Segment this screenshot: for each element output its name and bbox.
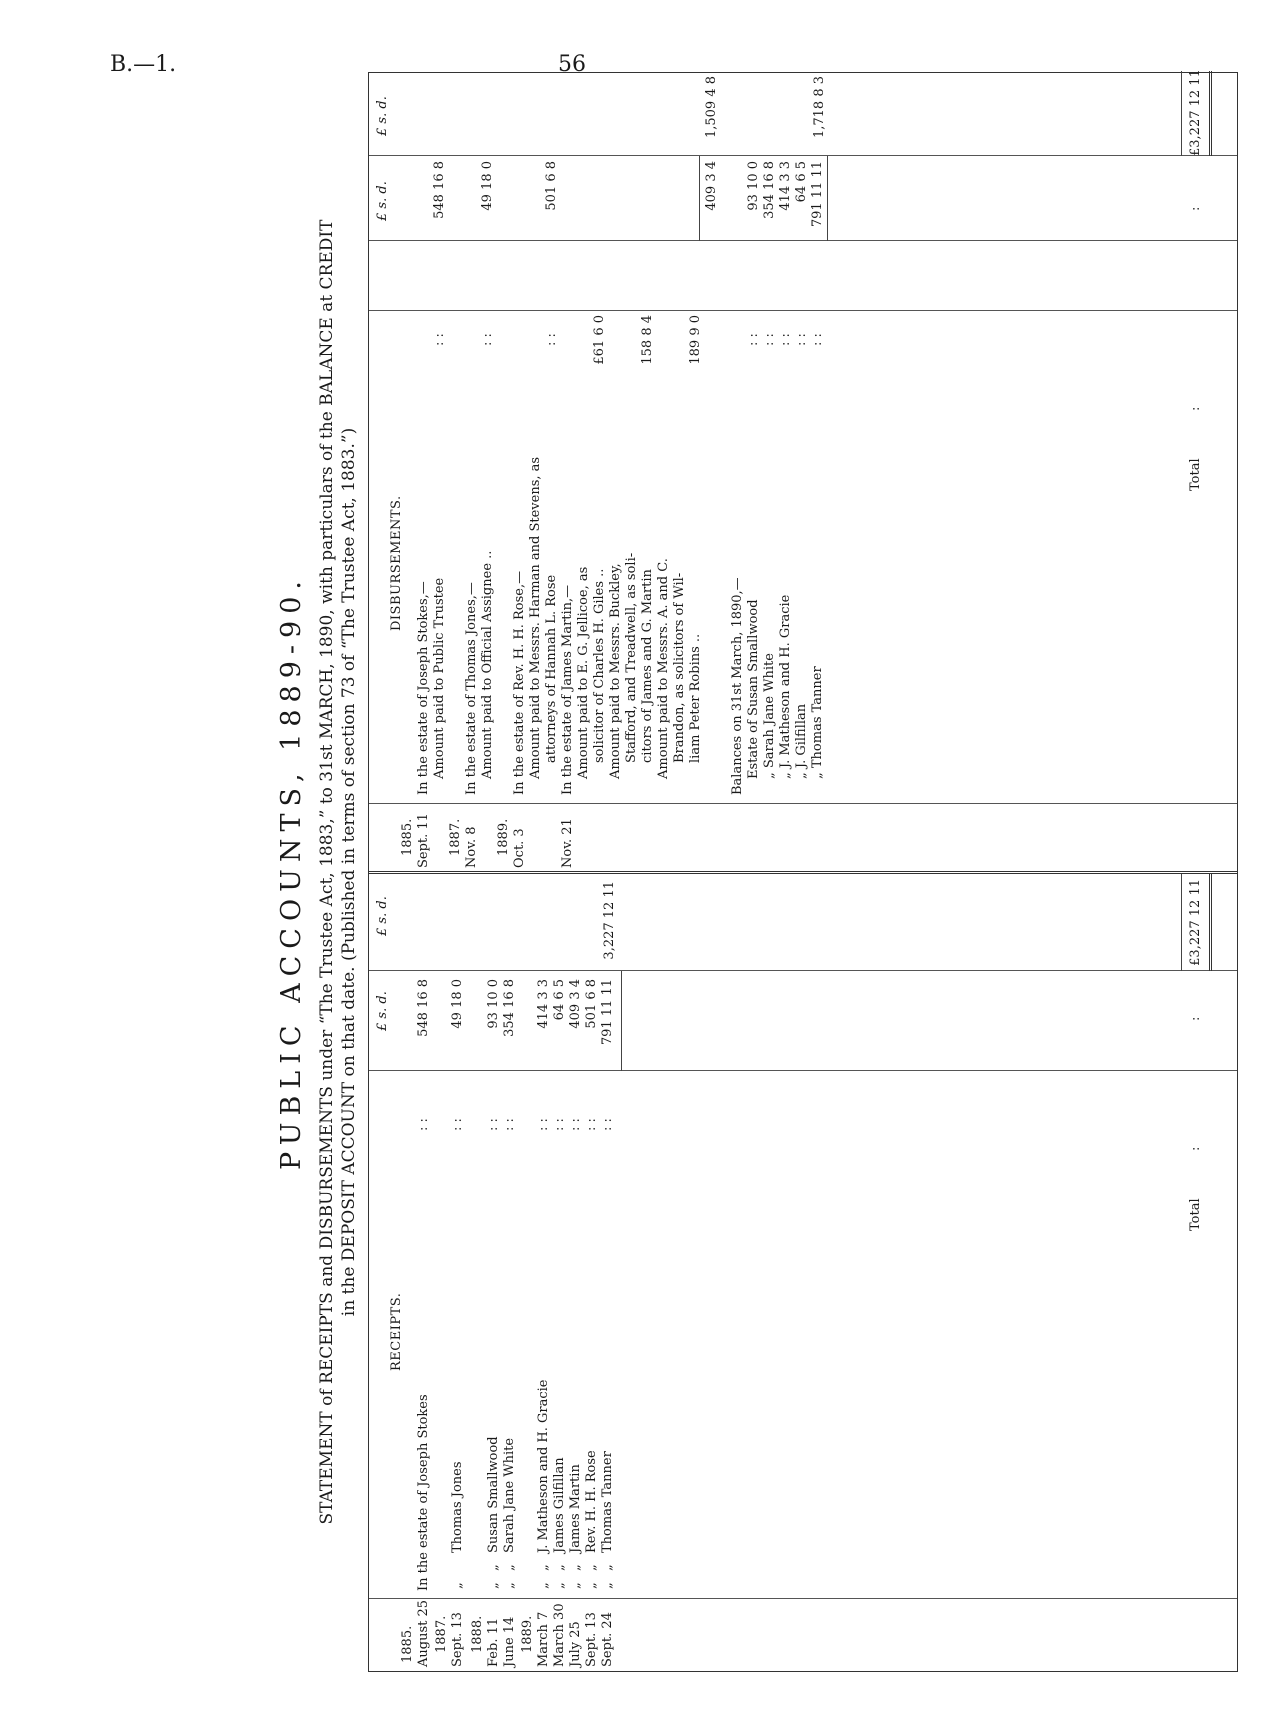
disb-date: Sept. 11 [416,813,431,868]
receipt-date: Sept. 13 [450,1612,465,1667]
receipt-amount: 409 3 4 [568,979,583,1029]
receipt-desc: James Martin [568,1464,583,1553]
receipt-date: July 25 [568,1621,583,1667]
receipt-desc: J. Matheson and H. Gracie [536,1379,551,1553]
disb-amt2: 414 3 3 [778,161,793,211]
receipt-year: 1888. [470,1615,485,1653]
receipt-amount: 354 16 8 [502,979,517,1037]
disb-amt1: £61 6 0 [592,315,607,365]
receipts-total-dots-2: : [1188,1016,1203,1021]
disb-text: Estate of Susan Smallwood [746,599,761,779]
ditto-mark: „ [584,1582,599,1589]
disb-dots: : : [480,333,495,346]
ditto-mark: „ [502,1582,517,1589]
receipt-amount: 64 6 5 [552,979,567,1021]
ditto-mark: „ [536,1564,551,1571]
disb-dots: : : [762,333,777,346]
disb-text: In the estate of James Martin,— [560,584,575,795]
receipt-date: March 30 [552,1603,567,1667]
balances-sum-rule [827,156,828,241]
receipt-dots: : : [536,1118,551,1131]
ditto-mark: „ [536,1582,551,1589]
receipts-sum-rule [621,971,622,1071]
receipt-year: 1885. [400,1625,415,1663]
disb-text: solicitor of Charles H. Giles .. [592,568,607,763]
disb-text: Amount paid to Public Trustee [432,577,447,779]
disb-text: citors of James and G. Martin [640,569,655,763]
disb-total-units: £ s. d. [375,96,390,136]
disb-amt2: 354 16 8 [762,161,777,219]
receipt-amount: 791 11 11 [600,979,615,1046]
receipt-date: Sept. 24 [600,1612,615,1667]
receipt-amount-units: £ s. d. [375,991,390,1031]
statement-subtitle [316,72,360,1672]
disb-year: 1889. [496,818,511,856]
receipt-desc: Sarah Jane White [502,1437,517,1553]
disb-text: „ Sarah Jane White [762,653,777,779]
receipts-heading: RECEIPTS. [389,1292,404,1371]
disb-text: In the estate of Joseph Stokes,— [416,581,431,795]
accounts-table [368,69,1238,1672]
page-title: PUBLIC ACCOUNTS, 1889-90. [276,574,307,1170]
ditto-mark: „ [450,1582,465,1589]
disb-text: „ Thomas Tanner [810,666,825,779]
receipt-dots: : : [450,1118,465,1131]
disb-sum-rule [699,156,700,241]
disb-amt2: 548 16 8 [432,161,447,219]
ditto-mark: „ [600,1582,615,1589]
disb-text: Stafford, and Treadwell, as soli- [624,552,639,763]
divider-disb-amt1 [369,310,1237,311]
divider-disb-amt3 [369,155,1237,156]
receipt-dots: : : [552,1118,567,1131]
receipts-total-label: Total [1188,1198,1203,1231]
disb-dots: : : [810,333,825,346]
ditto-mark: „ [486,1582,501,1589]
receipt-dots: : : [584,1118,599,1131]
rotated-statement [268,69,1268,1672]
disb-text: Amount paid to Messrs. A. and C. [656,558,671,779]
receipt-amount: 414 3 3 [536,979,551,1029]
receipt-date: Sept. 13 [584,1612,599,1667]
receipts-subtotal: 3,227 12 11 [602,881,617,960]
receipt-desc: Rev. H. H. Rose [584,1450,599,1553]
receipt-amount: 548 16 8 [416,979,431,1037]
receipt-desc: Thomas Tanner [600,1451,615,1553]
receipt-date: Feb. 11 [486,1617,501,1667]
receipt-date: August 25 [416,1599,431,1667]
disb-date: Nov. 21 [560,818,575,868]
disb-grand-total: £3,227 12 11 [1188,69,1203,156]
disb-amt3: 1,509 4 8 [704,76,719,139]
divider-receipt-total [369,970,1237,971]
disb-text: Amount paid to E. G. Jellicoe, as [576,566,591,779]
ditto-mark: „ [568,1564,583,1571]
receipt-amount: 93 10 0 [486,979,501,1029]
disb-total-dots-2: : [1188,206,1203,211]
disb-amt1: 158 8 4 [640,315,655,365]
disb-dots: : : [544,333,559,346]
disb-text: Amount paid to Messrs. Harman and Stevens, as [528,456,543,779]
disb-dots: : : [794,333,809,346]
divider-receipt-date [369,1598,1237,1599]
receipt-total-units: £ s. d. [375,896,390,936]
page-header-left: B.—1. [110,52,177,77]
receipt-dots: : : [600,1118,615,1131]
balances-total: 1,718 8 3 [812,76,827,139]
disb-total-double-rule [1209,71,1212,156]
disb-text: attorneys of Hannah L. Rose [544,574,559,763]
disb-text: Amount paid to Official Assignee .. [480,550,495,779]
disb-year: 1885. [400,818,415,856]
subtitle-line-1: STATEMENT of RECEIPTS and DISBURSEMENTS under “The Trustee Act, 1883,” to 31st MARCH, 1890, with particulars of the BALANCE at CREDIT [317,219,337,1525]
receipts-total-dots: : [1188,1146,1203,1151]
ditto-mark: „ [502,1564,517,1571]
disb-dots: : : [746,333,761,346]
receipt-amount: 501 6 8 [584,979,599,1029]
disb-text: liam Peter Robins .. [688,633,703,763]
receipt-desc: In the estate of Joseph Stokes [416,1394,431,1591]
disb-text: In the estate of Thomas Jones,— [464,582,479,795]
receipt-date: March 7 [536,1611,551,1667]
receipt-dots: : : [416,1118,431,1131]
ditto-mark: „ [552,1582,567,1589]
receipt-desc: James Gilfillan [552,1457,567,1553]
ditto-mark: „ [600,1564,615,1571]
disb-amt1: 189 9 0 [688,315,703,365]
ditto-mark: „ [552,1564,567,1571]
subtitle-line-2: in the DEPOSIT ACCOUNT on that date. (Published in terms of section 73 of “The Trustee Act, 1883.”) [339,427,359,1317]
ditto-mark: „ [568,1582,583,1589]
receipt-dots: : : [502,1118,517,1131]
disb-text: „ J. Gilfillan [794,703,809,779]
disb-text: Brandon, as solicitors of Wil- [672,572,687,763]
disb-date: Nov. 8 [464,826,479,868]
ditto-mark: „ [584,1564,599,1571]
disb-total-dots: : [1188,406,1203,411]
receipt-desc: Susan Smallwood [486,1436,501,1553]
disb-total-rule [1181,71,1182,156]
disb-dots: : : [778,333,793,346]
disb-amt2: 49 18 0 [480,161,495,211]
receipt-year: 1887. [434,1615,449,1653]
disb-amt2: 409 3 4 [704,161,719,211]
disb-text: „ J. Matheson and H. Gracie [778,594,793,779]
receipts-total-double-rule [1209,874,1212,971]
disbursements-heading: DISBURSEMENTS. [389,495,404,631]
receipt-amount: 49 18 0 [450,979,465,1029]
disb-text: Balances on 31st March, 1890,— [730,577,745,795]
receipt-dots: : : [568,1118,583,1131]
receipts-total-rule [1181,874,1182,971]
disb-amt2: 93 10 0 [746,161,761,211]
ditto-mark: „ [486,1564,501,1571]
disb-total-label: Total [1188,458,1203,491]
receipt-year: 1889. [520,1615,535,1653]
disb-amount-units: £ s. d. [375,181,390,221]
disb-text: Amount paid to Messrs. Buckley, [608,563,623,779]
receipt-desc: Thomas Jones [450,1461,465,1553]
divider-disb-date [369,803,1237,804]
receipts-grand-total: £3,227 12 11 [1188,879,1203,966]
divider-center [369,871,1237,874]
disb-amt2: 791 11 11 [810,161,825,228]
disb-amt2: 64 6 5 [794,161,809,203]
disb-amt2: 501 6 8 [544,161,559,211]
disb-text: In the estate of Rev. H. H. Rose,— [512,570,527,795]
disb-dots: : : [432,333,447,346]
disb-year: 1887. [448,818,463,856]
receipt-date: June 14 [502,1616,517,1667]
disb-date: Oct. 3 [512,828,527,868]
page-number: 56 [558,52,586,77]
receipt-dots: : : [486,1118,501,1131]
